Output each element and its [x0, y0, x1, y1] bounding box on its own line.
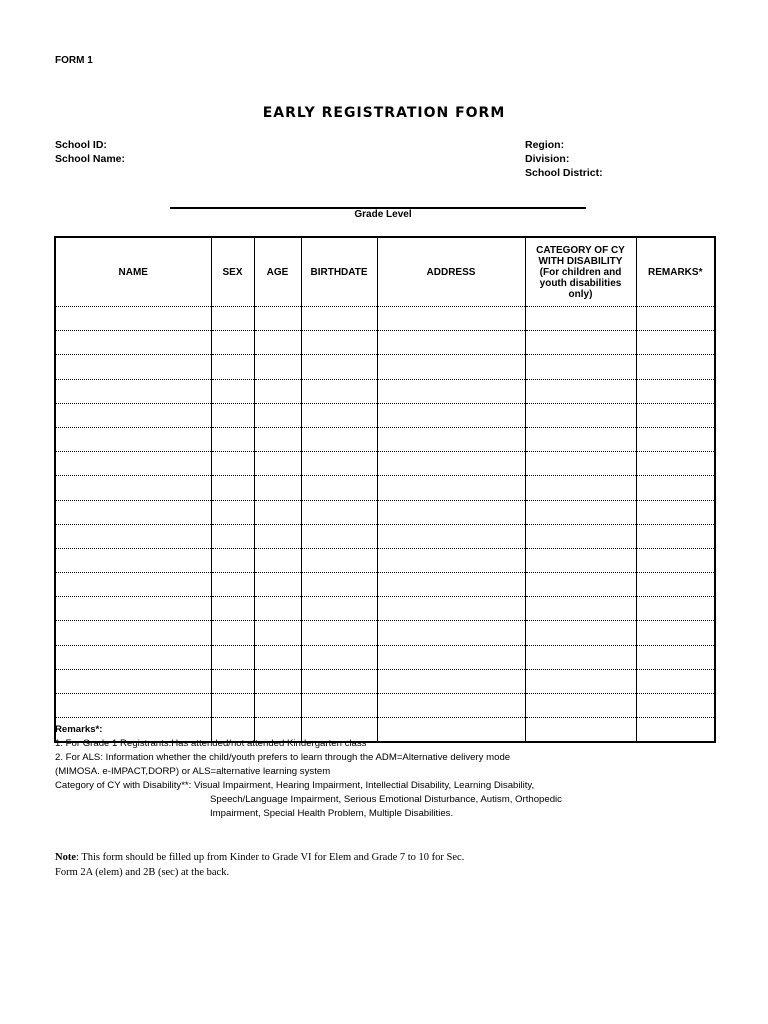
table-cell[interactable]	[254, 500, 301, 524]
table-cell[interactable]	[254, 548, 301, 572]
region-label: Region:	[525, 139, 565, 151]
table-cell[interactable]	[211, 548, 254, 572]
table-cell[interactable]	[301, 355, 377, 379]
table-cell[interactable]	[636, 645, 715, 669]
table-cell[interactable]	[254, 476, 301, 500]
table-cell[interactable]	[525, 645, 636, 669]
table-cell[interactable]	[525, 597, 636, 621]
table-cell[interactable]	[211, 355, 254, 379]
table-cell[interactable]	[636, 476, 715, 500]
school-district-label: School District:	[525, 167, 603, 179]
table-cell[interactable]	[254, 355, 301, 379]
table-cell[interactable]	[211, 573, 254, 597]
table-cell[interactable]	[254, 427, 301, 451]
table-cell[interactable]	[55, 452, 211, 476]
table-row	[55, 548, 715, 572]
table-row	[55, 331, 715, 355]
table-cell[interactable]	[55, 355, 211, 379]
table-cell[interactable]	[525, 331, 636, 355]
table-cell[interactable]	[525, 573, 636, 597]
table-cell[interactable]	[211, 645, 254, 669]
table-cell[interactable]	[211, 452, 254, 476]
table-cell[interactable]	[301, 621, 377, 645]
table-cell[interactable]	[301, 597, 377, 621]
table-cell[interactable]	[377, 331, 525, 355]
table-cell[interactable]	[254, 524, 301, 548]
table-cell[interactable]	[55, 500, 211, 524]
table-cell[interactable]	[377, 476, 525, 500]
table-cell[interactable]	[301, 476, 377, 500]
remarks-item-1: 1. For Grade 1 Registrants:Has attended/not attended Kindergarten class	[55, 738, 367, 749]
column-header-sex: SEX	[211, 237, 254, 307]
table-cell[interactable]	[301, 379, 377, 403]
table-cell[interactable]	[525, 307, 636, 331]
division-label: Division:	[525, 153, 570, 165]
table-cell[interactable]	[636, 427, 715, 451]
table-header-row	[55, 237, 715, 307]
column-header-remarks: REMARKS*	[636, 237, 715, 307]
table-cell[interactable]	[525, 379, 636, 403]
table-cell[interactable]	[211, 427, 254, 451]
table-cell[interactable]	[301, 548, 377, 572]
column-header-name: NAME	[55, 237, 211, 307]
page-title: EARLY REGISTRATION FORM	[262, 105, 506, 121]
column-header-address: ADDRESS	[377, 237, 525, 307]
table-row	[55, 452, 715, 476]
note-line-2: Form 2A (elem) and 2B (sec) at the back.	[55, 867, 230, 878]
table-cell[interactable]	[377, 427, 525, 451]
table-cell[interactable]	[377, 621, 525, 645]
table-cell[interactable]	[211, 476, 254, 500]
column-header-birthdate: BIRTHDATE	[301, 237, 377, 307]
table-cell[interactable]	[211, 694, 254, 718]
table-cell[interactable]	[377, 355, 525, 379]
table-cell[interactable]	[636, 524, 715, 548]
table-cell[interactable]	[254, 307, 301, 331]
table-cell[interactable]	[525, 548, 636, 572]
table-cell[interactable]	[636, 621, 715, 645]
table-cell[interactable]	[55, 379, 211, 403]
table-cell[interactable]	[636, 597, 715, 621]
table-cell[interactable]	[55, 645, 211, 669]
table-cell[interactable]	[525, 694, 636, 718]
category-line-2: Speech/Language Impairment, Serious Emotional Disturbance, Autism, Orthopedic	[210, 794, 562, 805]
note-line-1	[55, 850, 464, 865]
table-cell[interactable]	[254, 621, 301, 645]
table-cell[interactable]	[211, 621, 254, 645]
column-header-category: CATEGORY OF CY WITH DISABILITY (For children and youth disabilities only)	[525, 237, 636, 307]
remarks-section	[55, 723, 562, 821]
table-cell[interactable]	[377, 669, 525, 693]
remarks-item-2-line-1: 2. For ALS: Information whether the child/youth prefers to learn through the ADM=Alternative delivery mode	[55, 752, 511, 763]
form-number-label: FORM 1	[55, 55, 93, 66]
table-cell[interactable]	[55, 476, 211, 500]
table-cell[interactable]	[301, 307, 377, 331]
table-cell[interactable]	[211, 524, 254, 548]
column-header-age: AGE	[254, 237, 301, 307]
table-cell[interactable]	[525, 621, 636, 645]
table-cell[interactable]	[55, 524, 211, 548]
category-line-3: Impairment, Special Health Problem, Multiple Disabilities.	[210, 808, 454, 819]
table-cell[interactable]	[254, 669, 301, 693]
table-row	[55, 621, 715, 645]
table-cell[interactable]	[525, 500, 636, 524]
table-cell[interactable]	[525, 524, 636, 548]
registration-table	[54, 236, 716, 743]
table-cell[interactable]	[636, 379, 715, 403]
table-row	[55, 355, 715, 379]
table-cell[interactable]	[55, 427, 211, 451]
table-cell[interactable]	[377, 403, 525, 427]
category-line-1: Category of CY with Disability**: Visual Impairment, Hearing Impairment, Intellectial Disability, Learning Disability,	[55, 780, 535, 791]
table-cell[interactable]	[377, 645, 525, 669]
table-cell[interactable]	[254, 694, 301, 718]
table-cell[interactable]	[636, 500, 715, 524]
table-cell[interactable]	[525, 452, 636, 476]
table-row	[55, 597, 715, 621]
table-cell[interactable]	[377, 524, 525, 548]
table-row	[55, 645, 715, 669]
table-row	[55, 573, 715, 597]
table-cell[interactable]	[301, 403, 377, 427]
table-cell[interactable]	[211, 379, 254, 403]
table-cell[interactable]	[301, 331, 377, 355]
table-cell[interactable]	[636, 452, 715, 476]
table-cell[interactable]	[211, 597, 254, 621]
table-cell[interactable]	[377, 500, 525, 524]
table-cell[interactable]	[254, 573, 301, 597]
table-cell[interactable]	[55, 331, 211, 355]
region-info-fields	[525, 138, 603, 180]
table-cell[interactable]	[55, 694, 211, 718]
remarks-item-2-line-2: (MIMOSA. e-IMPACT,DORP) or ALS=alternative learning system	[55, 766, 331, 777]
note-label: Note	[55, 852, 76, 863]
table-cell[interactable]	[301, 452, 377, 476]
table-body	[55, 307, 715, 743]
table-cell[interactable]	[301, 573, 377, 597]
table-cell[interactable]	[377, 694, 525, 718]
table-cell[interactable]	[254, 645, 301, 669]
table-row	[55, 476, 715, 500]
table-cell[interactable]	[525, 476, 636, 500]
table-cell[interactable]	[377, 307, 525, 331]
table-cell[interactable]	[377, 379, 525, 403]
table-cell[interactable]	[301, 427, 377, 451]
table-cell[interactable]	[377, 597, 525, 621]
table-cell[interactable]	[301, 524, 377, 548]
table-cell[interactable]	[254, 452, 301, 476]
grade-level-label: Grade Level	[354, 209, 412, 220]
table-cell[interactable]	[301, 694, 377, 718]
table-row	[55, 403, 715, 427]
table-cell[interactable]	[254, 597, 301, 621]
table-cell[interactable]	[525, 669, 636, 693]
table-cell[interactable]	[301, 645, 377, 669]
table-cell[interactable]	[636, 548, 715, 572]
table-cell[interactable]	[301, 669, 377, 693]
school-info-fields	[55, 138, 125, 166]
table-row	[55, 427, 715, 451]
table-cell[interactable]	[636, 331, 715, 355]
note-section	[55, 850, 464, 880]
table-row	[55, 669, 715, 693]
table-cell[interactable]	[377, 573, 525, 597]
table-cell[interactable]	[254, 403, 301, 427]
table-row	[55, 307, 715, 331]
table-cell[interactable]	[55, 597, 211, 621]
table-cell[interactable]	[55, 403, 211, 427]
table-row	[55, 694, 715, 718]
table-cell[interactable]	[636, 355, 715, 379]
table-cell[interactable]	[55, 573, 211, 597]
table-cell[interactable]	[211, 331, 254, 355]
table-cell[interactable]	[254, 379, 301, 403]
table-row	[55, 500, 715, 524]
note-text: : This form should be filled up from Kinder to Grade VI for Elem and Grade 7 to 10 for Sec.	[76, 852, 465, 863]
table-cell[interactable]	[636, 307, 715, 331]
table-row	[55, 524, 715, 548]
table-cell[interactable]	[211, 307, 254, 331]
table-cell[interactable]	[377, 548, 525, 572]
table-cell[interactable]	[636, 573, 715, 597]
table-cell[interactable]	[525, 427, 636, 451]
table-cell[interactable]	[636, 718, 715, 743]
table-cell[interactable]	[636, 403, 715, 427]
table-cell[interactable]	[636, 694, 715, 718]
table-cell[interactable]	[211, 669, 254, 693]
school-id-label: School ID:	[55, 139, 107, 151]
table-cell[interactable]	[636, 669, 715, 693]
table-cell[interactable]	[301, 500, 377, 524]
table-row	[55, 379, 715, 403]
school-name-label: School Name:	[55, 153, 126, 165]
remarks-heading: Remarks*:	[55, 724, 103, 735]
table-cell[interactable]	[55, 621, 211, 645]
table-cell[interactable]	[211, 500, 254, 524]
table-cell[interactable]	[525, 403, 636, 427]
table-cell[interactable]	[55, 548, 211, 572]
table-cell[interactable]	[211, 403, 254, 427]
table-cell[interactable]	[55, 669, 211, 693]
table-cell[interactable]	[55, 307, 211, 331]
table-cell[interactable]	[525, 355, 636, 379]
table-cell[interactable]	[377, 452, 525, 476]
table-cell[interactable]	[254, 331, 301, 355]
